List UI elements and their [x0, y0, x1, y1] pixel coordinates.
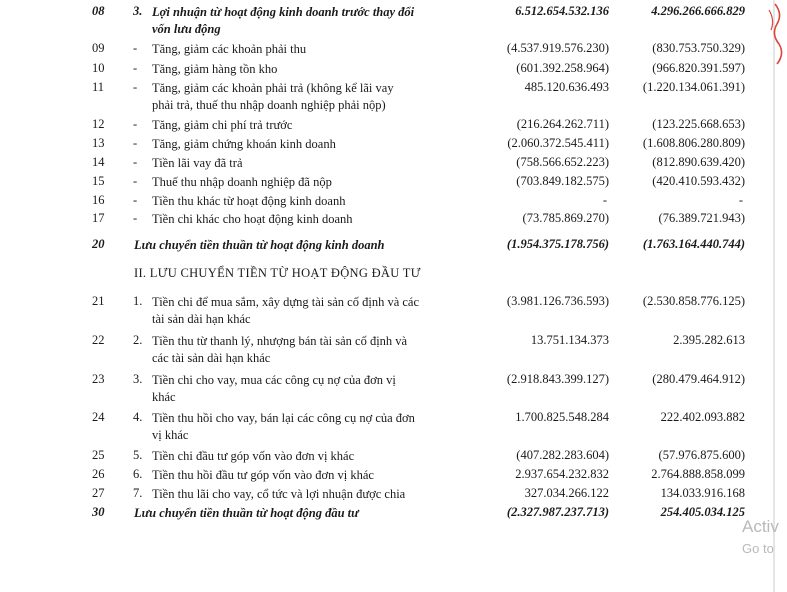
- row-label: Lưu chuyển tiền thuần từ hoạt động đầu tư: [134, 506, 359, 520]
- row-mark: -: [133, 80, 138, 94]
- windows-activation-watermark: Activ: [742, 517, 779, 536]
- row-mark: -: [133, 117, 138, 131]
- row-mark: 2.: [133, 333, 143, 347]
- row-mark: 7.: [133, 486, 143, 500]
- row-mark: -: [133, 61, 138, 75]
- row-label: Lưu chuyển tiền thuần từ hoạt động kinh doanh: [134, 238, 385, 252]
- row-value-previous: 134.033.916.168: [660, 486, 745, 500]
- row-value-current: (758.566.652.223): [516, 155, 609, 169]
- row-mark: -: [133, 136, 138, 150]
- row-label: Tăng, giảm các khoản phải thu: [152, 42, 307, 56]
- row-code: 24: [92, 410, 105, 424]
- row-label: Tăng, giảm chi phí trả trước: [152, 118, 293, 132]
- row-value-current: (216.264.262.711): [516, 117, 609, 131]
- row-mark: -: [133, 155, 138, 169]
- row-value-previous: (1.220.134.061.391): [642, 80, 745, 94]
- row-code: 17: [92, 211, 105, 225]
- row-value-previous: (966.820.391.597): [652, 61, 745, 75]
- row-mark: 1.: [133, 294, 143, 308]
- row-mark: 4.: [133, 410, 143, 424]
- row-label: Tiền chi để mua sắm, xây dựng tài sản cố định và các tài sản dài hạn khác: [152, 295, 420, 326]
- row-value-current: (2.327.987.237.713): [506, 505, 609, 519]
- row-value-previous: (420.410.593.432): [652, 174, 745, 188]
- row-value-current: (2.060.372.545.411): [507, 136, 609, 150]
- row-code: 22: [92, 333, 105, 347]
- row-value-current: (703.849.182.575): [516, 174, 609, 188]
- row-value-current: (73.785.869.270): [522, 211, 609, 225]
- row-value-previous: 4.296.266.666.829: [651, 4, 745, 18]
- row-label: Tiền thu hồi đầu tư góp vốn vào đơn vị khác: [152, 468, 374, 482]
- row-mark: -: [133, 41, 138, 55]
- row-code: 09: [92, 41, 105, 55]
- row-code: 23: [92, 372, 105, 386]
- row-value-current: (407.282.283.604): [516, 448, 609, 462]
- row-value-current: (2.918.843.399.127): [506, 372, 609, 386]
- row-label: Tiền thu từ thanh lý, nhượng bán tài sản cố định và các tài sản dài hạn khác: [152, 334, 408, 365]
- row-label: Tiền chi đầu tư góp vốn vào đơn vị khác: [152, 449, 355, 463]
- section-title: II. LƯU CHUYỂN TIỀN TỪ HOẠT ĐỘNG ĐẦU TƯ: [134, 266, 421, 280]
- row-mark: 3.: [133, 372, 143, 386]
- row-code: 30: [92, 505, 105, 519]
- row-mark: -: [133, 174, 138, 188]
- row-code: 08: [92, 4, 105, 18]
- row-code: 16: [92, 193, 105, 207]
- row-value-current: 13.751.134.373: [530, 333, 609, 347]
- row-code: 21: [92, 294, 105, 308]
- row-label: Tiền lãi vay đã trả: [152, 156, 243, 170]
- row-label: Tiền chi khác cho hoạt động kinh doanh: [152, 212, 353, 226]
- row-value-previous: 2.395.282.613: [673, 333, 745, 347]
- row-code: 14: [92, 155, 105, 169]
- row-value-current: (4.537.919.576.230): [506, 41, 609, 55]
- row-value-previous: (2.530.858.776.125): [642, 294, 745, 308]
- row-value-current: 327.034.266.122: [524, 486, 609, 500]
- row-value-current: 6.512.654.532.136: [515, 4, 609, 18]
- row-value-current: -: [602, 193, 607, 207]
- row-code: 10: [92, 61, 105, 75]
- row-value-previous: (57.976.875.600): [658, 448, 745, 462]
- row-mark: -: [133, 193, 138, 207]
- row-value-current: (3.981.126.736.593): [506, 294, 609, 308]
- row-label: Tiền thu hồi cho vay, bán lại các công cụ nợ của đơn vị khác: [152, 411, 415, 442]
- row-value-previous: (76.389.721.943): [658, 211, 745, 225]
- row-value-previous: -: [738, 193, 743, 207]
- row-value-current: (1.954.375.178.756): [506, 237, 609, 251]
- row-mark: 6.: [133, 467, 143, 481]
- row-label: Tăng, giảm các khoản phải trả (không kể lãi vay phải trả, thuế thu nhập doanh nghiệp phải nộp): [152, 81, 394, 112]
- row-label: Tiền chi cho vay, mua các công cụ nợ của đơn vị khác: [152, 373, 396, 404]
- row-mark: -: [133, 211, 138, 225]
- row-value-previous: 2.764.888.858.099: [651, 467, 745, 481]
- row-label: Tăng, giảm chứng khoán kinh doanh: [152, 137, 336, 151]
- row-value-previous: 222.402.093.882: [660, 410, 745, 424]
- row-code: 12: [92, 117, 105, 131]
- page-edge: [773, 0, 775, 592]
- row-value-previous: (1.763.164.440.744): [642, 237, 745, 251]
- row-code: 11: [92, 80, 105, 94]
- row-code: 27: [92, 486, 105, 500]
- row-label: Lợi nhuận từ hoạt động kinh doanh trước thay đổi vốn lưu động: [152, 5, 415, 36]
- row-value-previous: (830.753.750.329): [652, 41, 745, 55]
- row-value-current: (601.392.258.964): [516, 61, 609, 75]
- row-value-current: 1.700.825.548.284: [515, 410, 609, 424]
- red-stamp-fragment: [761, 0, 787, 70]
- row-value-previous: (123.225.668.653): [652, 117, 745, 131]
- row-label: Thuế thu nhập doanh nghiệp đã nộp: [152, 175, 332, 189]
- windows-activation-subtext: Go to: [742, 541, 774, 556]
- row-value-current: 485.120.636.493: [524, 80, 609, 94]
- row-value-previous: (280.479.464.912): [652, 372, 745, 386]
- row-value-previous: (812.890.639.420): [652, 155, 745, 169]
- row-label: Tăng, giảm hàng tồn kho: [152, 62, 278, 76]
- row-code: 13: [92, 136, 105, 150]
- row-label: Tiền thu lãi cho vay, cổ tức và lợi nhuận được chia: [152, 487, 406, 501]
- row-code: 26: [92, 467, 105, 481]
- row-value-current: 2.937.654.232.832: [515, 467, 609, 481]
- row-code: 25: [92, 448, 105, 462]
- row-mark: 3.: [133, 4, 143, 18]
- row-value-previous: 254.405.034.125: [660, 505, 745, 519]
- row-mark: 5.: [133, 448, 143, 462]
- row-code: 15: [92, 174, 105, 188]
- row-code: 20: [92, 237, 105, 251]
- row-value-previous: (1.608.806.280.809): [642, 136, 745, 150]
- row-label: Tiền thu khác từ hoạt động kinh doanh: [152, 194, 346, 208]
